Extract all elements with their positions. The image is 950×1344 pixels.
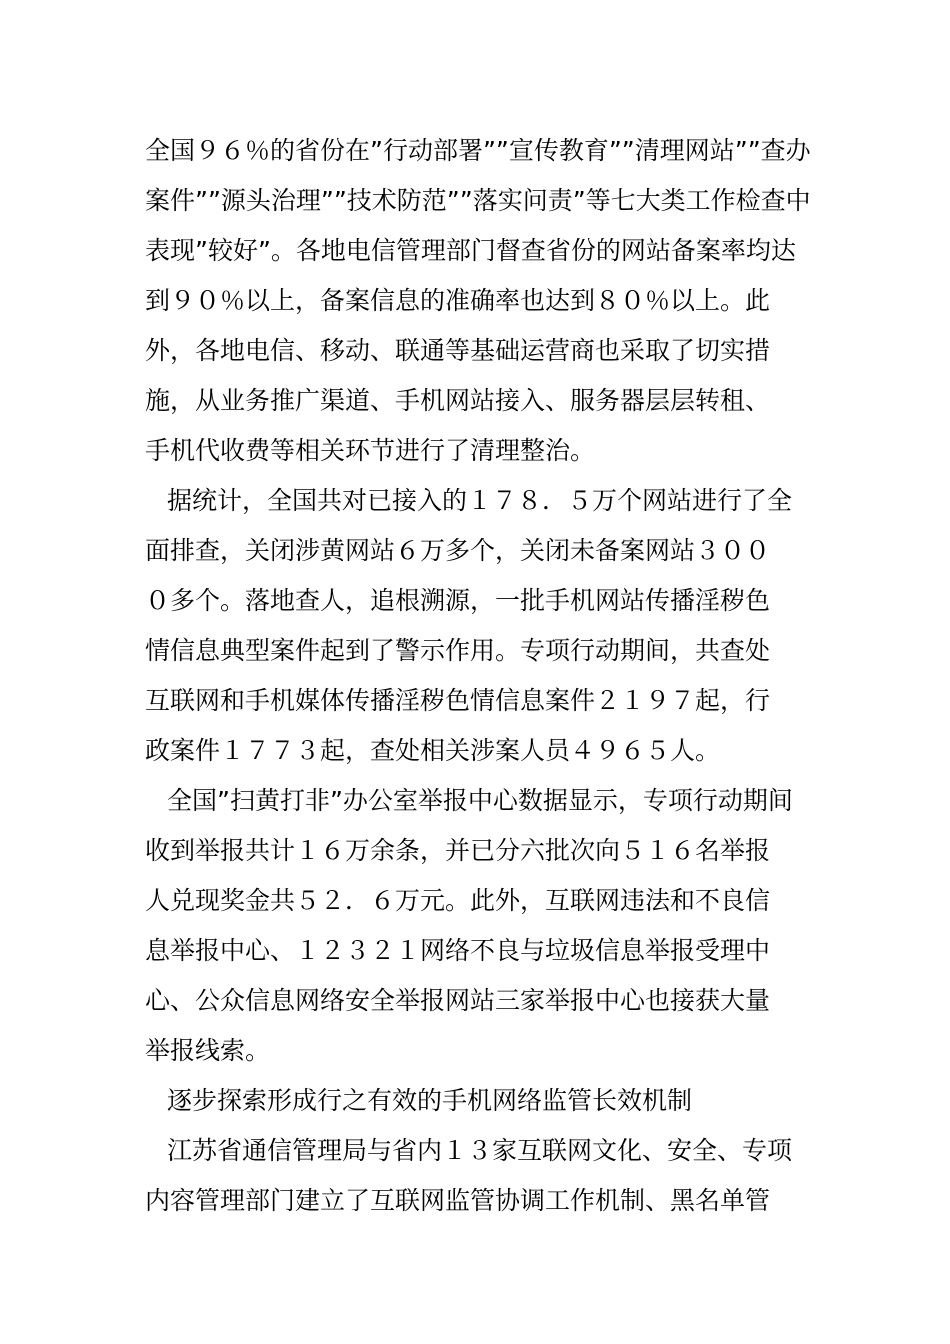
text-line: 施，从业务推广渠道、手机网站接入、服务器层层转租、	[145, 386, 771, 415]
section-heading: 逐步探索形成行之有效的手机网络监管长效机制	[167, 1086, 693, 1115]
text-line: 互联网和手机媒体传播淫秽色情信息案件２１９７起，行	[145, 686, 771, 715]
text-line: 外，各地电信、移动、联通等基础运营商也采取了切实措	[145, 336, 771, 365]
paragraph-start-line: 江苏省通信管理局与省内１３家互联网文化、安全、专项	[167, 1136, 793, 1165]
paragraph-start-line: 据统计，全国共对已接入的１７８．５万个网站进行了全	[167, 486, 793, 515]
paragraph-start-line: 全国”扫黄打非”办公室举报中心数据显示，专项行动期间	[167, 786, 793, 815]
text-line: 案件””源头治理””技术防范””落实问责”等七大类工作检查中	[145, 186, 811, 215]
text-line: 政案件１７７３起，查处相关涉案人员４９６５人。	[145, 736, 721, 765]
text-line: 举报线索。	[145, 1036, 271, 1065]
text-line: 面排查，关闭涉黄网站６万多个，关闭未备案网站３００	[145, 536, 771, 565]
text-line: 全国９６％的省份在”行动部署””宣传教育””清理网站””查办	[145, 136, 811, 165]
text-line: 息举报中心、１２３２１网络不良与垃圾信息举报受理中	[145, 936, 771, 965]
body-text	[145, 126, 810, 1226]
text-line: 人兑现奖金共５２．６万元。此外，互联网违法和不良信	[145, 886, 771, 915]
text-line: 手机代收费等相关环节进行了清理整治。	[145, 436, 596, 465]
text-line: 心、公众信息网络安全举报网站三家举报中心也接获大量	[145, 986, 771, 1015]
text-line: ０多个。落地查人，追根溯源，一批手机网站传播淫秽色	[145, 586, 771, 615]
text-line: 表现”较好”。各地电信管理部门督查省份的网站备案率均达	[145, 236, 796, 265]
text-line: 情信息典型案件起到了警示作用。专项行动期间，共查处	[145, 636, 771, 665]
text-line: 内容管理部门建立了互联网监管协调工作机制、黑名单管	[145, 1186, 771, 1215]
text-line: 到９０％以上，备案信息的准确率也达到８０％以上。此	[145, 286, 771, 315]
text-line: 收到举报共计１６万余条，并已分六批次向５１６名举报	[145, 836, 771, 865]
